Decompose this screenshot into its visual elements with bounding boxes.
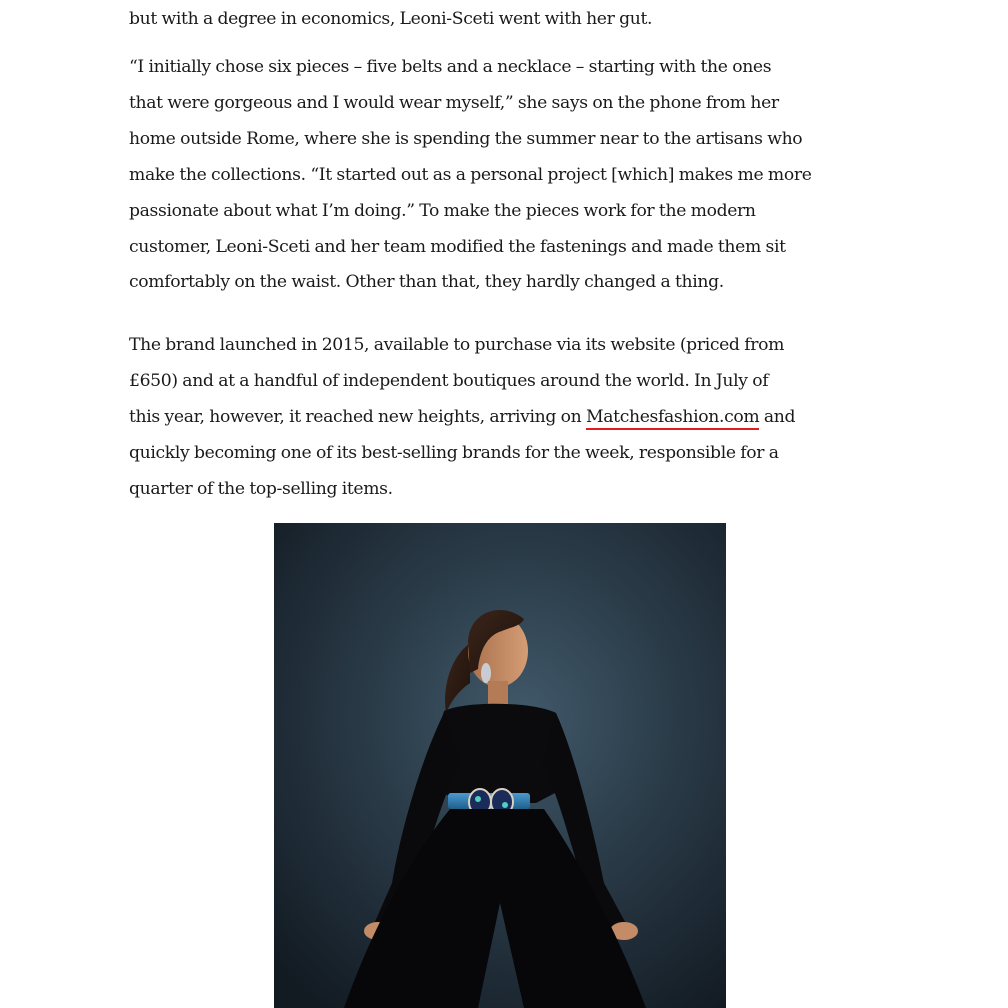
text-line: “I initially chose six pieces – five belts and a necklace – starting with the ones [129, 57, 772, 77]
text-line: passionate about what I’m doing.” To make the pieces work for the modern [129, 200, 756, 221]
text-line: comfortably on the waist. Other than that, they hardly changed a thing. [129, 272, 724, 293]
text-line: quickly becoming one of its best-selling brands for the week, responsible for a [129, 442, 779, 463]
text-line: quarter of the top-selling items. [129, 478, 393, 499]
paragraph-brand-launch [129, 328, 874, 508]
fashion-photo-illustration [274, 523, 726, 1008]
neck [488, 681, 508, 707]
matchesfashion-link[interactable]: Matchesfashion.com [586, 407, 759, 430]
earring [481, 663, 491, 683]
text-segment: this year, however, it reached new heights, arriving on [129, 406, 586, 427]
paragraph-quote [129, 50, 874, 301]
text-segment: and [759, 406, 796, 427]
article-photo [274, 523, 726, 1008]
paragraph-intro [129, 6, 874, 32]
text-line: customer, Leoni-Sceti and her team modified the fastenings and made them sit [129, 236, 786, 257]
text-line: home outside Rome, where she is spending the summer near to the artisans who [129, 128, 803, 149]
text-line: make the collections. “It started out as a personal project [which] makes me more [129, 164, 812, 185]
text-line: The brand launched in 2015, available to purchase via its website (priced from [129, 335, 785, 355]
text-line: that were gorgeous and I would wear myself,” she says on the phone from her [129, 92, 779, 113]
text-line-with-link [129, 400, 874, 436]
text-line: but with a degree in economics, Leoni-Sceti went with her gut. [129, 9, 653, 29]
text-line: £650) and at a handful of independent boutiques around the world. In July of [129, 370, 769, 391]
